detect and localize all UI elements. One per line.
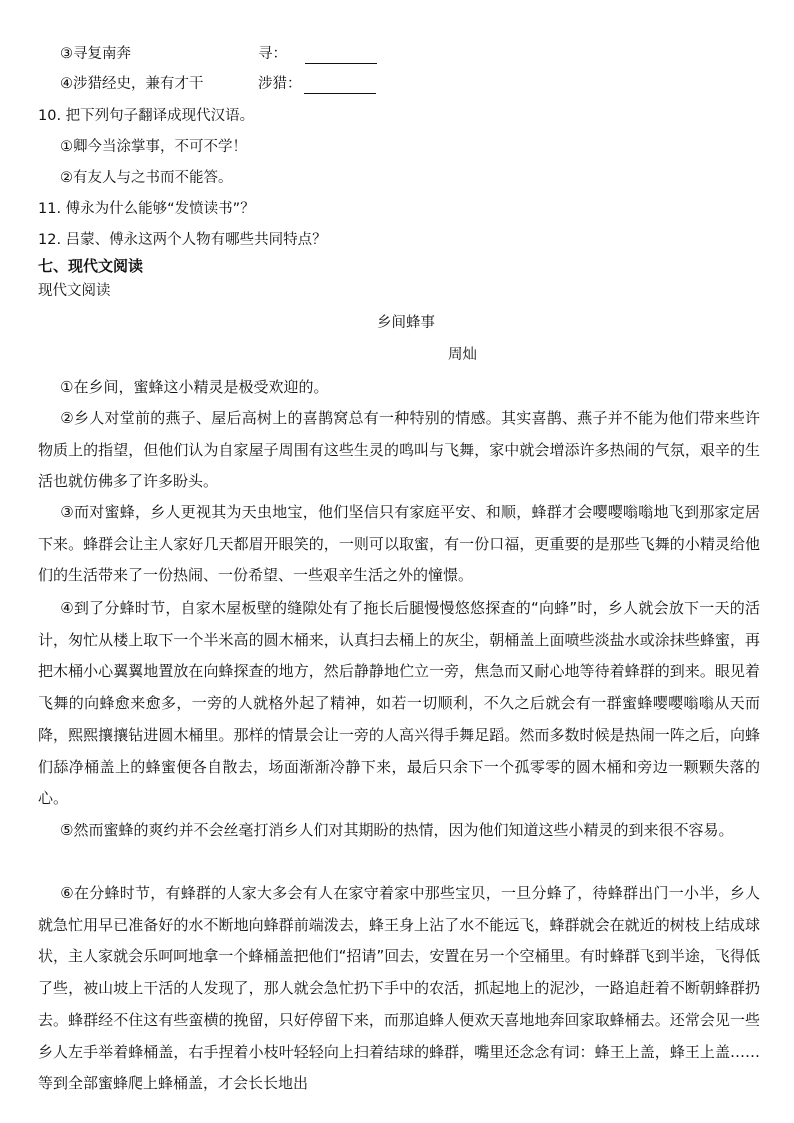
vocab-item-3-phrase: ③寻复南奔 — [60, 46, 131, 62]
question-10: 10. 把下列句子翻译成现代汉语。 — [38, 108, 255, 124]
vocab-item-4-label: 涉猎： — [258, 76, 302, 92]
answer-blank[interactable] — [305, 49, 377, 64]
answer-blank[interactable] — [304, 79, 376, 94]
article-paragraph-3: ③而对蜜蜂，乡人更视其为天虫地宝，他们坚信只有家庭平安、和顺，蜂群才会嘤嘤嗡嗡地飞到那家定居下来。蜂群会让主人家好几天都眉开眼笑的，一则可以取蜜，有一份口福，更重要的是那些飞舞的小精灵给他们的生活带来了一份热闹、一份希望、一些艰辛生活之外的憧憬。 — [38, 503, 760, 585]
vocab-item-3-answer — [258, 44, 377, 64]
vocab-item-4-phrase: ④涉猎经史，兼有才干 — [60, 76, 204, 92]
article-paragraph-6: ⑥在分蜂时节，有蜂群的人家大多会有人在家守着家中那些宝贝，一旦分蜂了，待蜂群出门一小半，乡人就急忙用早已准备好的水不断地向蜂群前端泼去，蜂王身上沾了水不能远飞，蜂群就会在就近的树枝上结成球状，主人家就会乐呵呵地拿一个蜂桶盖把他们“招请”回去，安置在另一个空桶里。有时蜂群飞到半途，飞得低了些，被山坡上干活的人发现了，那人就会急忙扔下手中的农活，抓起地上的泥沙，一路追赶着不断朝蜂群扔去。蜂群经不住这有些蛮横的挽留，只好停留下来，而那追蜂人便欢天喜地地奔回家取蜂桶去。还常会见一些乡人左手举着蜂桶盖，右手捏着小枝叶轻轻向上扫着结球的蜂群，嘴里还念念有词：蜂王上盖，蜂王上盖……等到全部蜜蜂爬上蜂桶盖，才会长长地出 — [38, 884, 760, 1093]
article-paragraph-2: ②乡人对堂前的燕子、屋后高树上的喜鹊窝总有一种特别的情感。其实喜鹊、燕子并不能为他们带来些许物质上的指望，但他们认为自家屋子周围有这些生灵的鸣叫与飞舞，家中就会增添许多热闹的气氛，艰辛的生活也就仿佛多了许多盼头。 — [38, 409, 760, 491]
question-11: 11. 傅永为什么能够“发愤读书”？ — [38, 201, 255, 217]
vocab-item-4-answer — [258, 74, 376, 94]
article-paragraph-4: ④到了分蜂时节，自家木屋板壁的缝隙处有了拖长后腿慢慢悠悠探查的“向蜂”时，乡人就会放下一天的活计，匆忙从楼上取下一个半米高的圆木桶来，认真扫去桶上的灰尘，朝桶盖上面喷些淡盐水或涂抹些蜂蜜，再把木桶小心翼翼地置放在向蜂探查的地方，然后静静地伫立一旁，焦急而又耐心地等待着蜂群的到来。眼见着飞舞的向蜂愈来愈多，一旁的人就格外起了精神，如若一切顺利，不久之后就会有一群蜜蜂嘤嘤嗡嗡从天而降，熙熙攘攘钻进圆木桶里。那样的情景会让一旁的人高兴得手舞足蹈。然而多数时候是热闹一阵之后，向蜂们舔净桶盖上的蜂蜜便各自散去，场面渐渐冷静下来，最后只余下一个孤零零的圆木桶和旁边一颗颗失落的心。 — [38, 599, 760, 808]
article-title: 乡间蜂事 — [377, 315, 435, 331]
question-10-sentence-2: ②有友人与之书而不能答。 — [60, 170, 233, 186]
section-subheading: 现代文阅读 — [38, 283, 111, 299]
question-12: 12. 吕蒙、傅永这两个人物有哪些共同特点？ — [38, 232, 327, 248]
article-author: 周灿 — [448, 347, 477, 363]
section-heading: 七、现代文阅读 — [38, 257, 144, 275]
vocab-item-3-label: 寻： — [258, 46, 287, 62]
question-10-sentence-1: ①卿今当涂掌事，不可不学！ — [60, 139, 247, 155]
article-paragraph-5: ⑤然而蜜蜂的爽约并不会丝毫打消乡人们对其期盼的热情，因为他们知道这些小精灵的到来很不容易。 — [60, 821, 734, 839]
article-paragraph-1: ①在乡间，蜜蜂这小精灵是极受欢迎的。 — [60, 378, 329, 396]
